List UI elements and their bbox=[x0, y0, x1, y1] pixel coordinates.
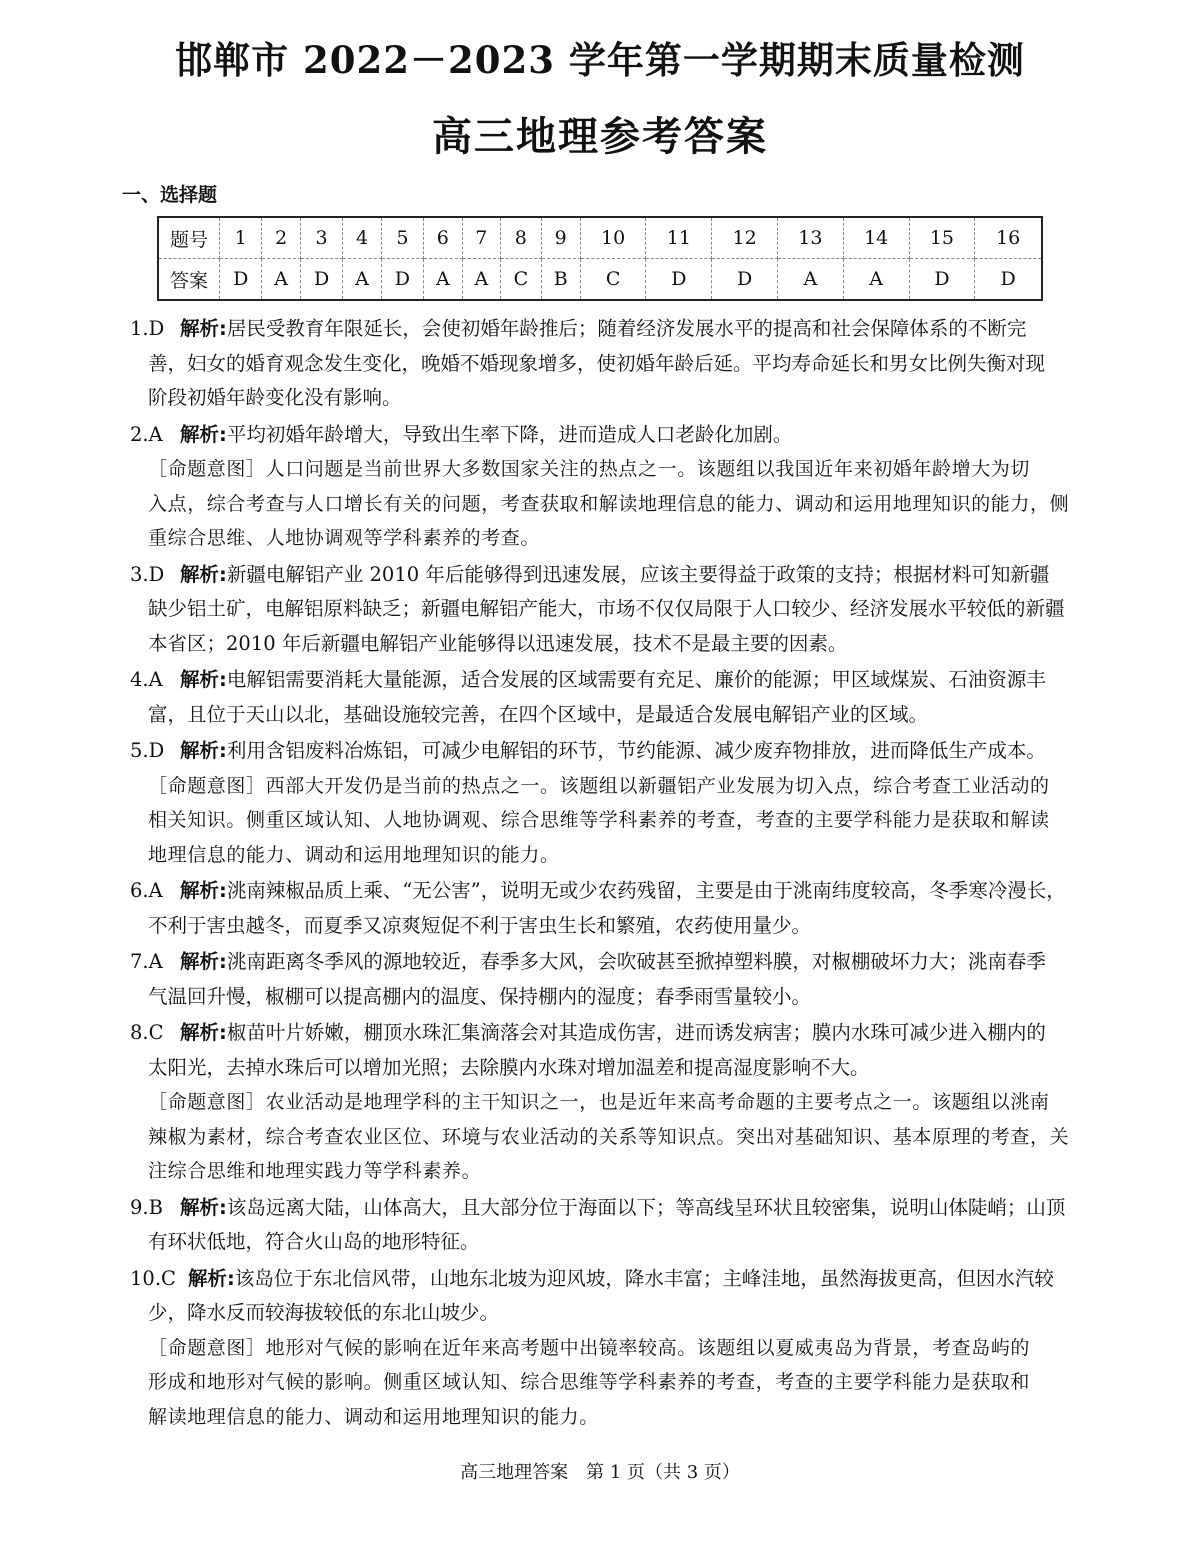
question-number: 2 bbox=[262, 217, 300, 259]
answer-cell: D bbox=[220, 259, 262, 301]
answer-table bbox=[157, 216, 1043, 301]
question-number: 15 bbox=[909, 217, 975, 259]
question-answer: 6.A bbox=[130, 879, 163, 902]
answer-line: 气温回升慢，椒棚可以提高棚内的温度、保持棚内的湿度；春季雨雪量较小。 bbox=[148, 984, 812, 1008]
analysis-label: 解析 bbox=[180, 562, 220, 586]
question-number: 10 bbox=[580, 217, 646, 259]
answer-line bbox=[130, 734, 1075, 769]
answer-cell: A bbox=[843, 259, 909, 301]
document-title: 邯郸市 2022－2023 学年第一学期期末质量检测 bbox=[175, 38, 1025, 82]
header-label: 题号 bbox=[158, 217, 220, 259]
question-answer: 10.C bbox=[130, 1266, 176, 1290]
question-answer: 8.C bbox=[130, 1021, 164, 1044]
analysis-label: 解析 bbox=[180, 739, 220, 762]
answer-line bbox=[130, 558, 1075, 593]
colon: : bbox=[219, 879, 227, 902]
analysis-label: 解析 bbox=[180, 668, 220, 691]
analysis-label: 解析 bbox=[180, 1021, 220, 1044]
answer-cell: D bbox=[646, 259, 712, 301]
answer-cell: A bbox=[778, 259, 844, 301]
answer-cell: B bbox=[541, 259, 580, 301]
intent-line bbox=[130, 452, 1075, 487]
colon: : bbox=[219, 668, 227, 691]
question-answer: 3.D bbox=[130, 562, 165, 586]
question-number: 7 bbox=[462, 217, 500, 259]
answer-line: 本省区；2010 年后新疆电解铝产业能够得以迅速发展，技术不是最主要的因素。 bbox=[148, 631, 848, 655]
question-answer: 5.D bbox=[130, 739, 165, 762]
colon: : bbox=[219, 739, 227, 762]
answer-line bbox=[130, 312, 1075, 347]
answer-item bbox=[130, 1191, 1075, 1260]
question-number: 11 bbox=[646, 217, 712, 259]
analysis-text: 新疆电解铝产业 2010 年后能够得到迅速发展，应该主要得益于政策的支持；根据材料可知新疆 bbox=[226, 562, 1050, 586]
answer-cell: D bbox=[975, 259, 1042, 301]
colon: : bbox=[219, 1021, 227, 1044]
answer-item bbox=[130, 418, 1075, 556]
colon: : bbox=[219, 950, 227, 973]
page-footer: 高三地理答案 第 1 页（共 3 页） bbox=[460, 1462, 740, 1483]
answer-cell: D bbox=[909, 259, 975, 301]
intent-line: 地理信息的能力、调动和运用地理知识的能力。 bbox=[148, 843, 560, 866]
answer-cell: D bbox=[300, 259, 342, 301]
answer-cell: D bbox=[381, 259, 423, 301]
question-number: 1 bbox=[220, 217, 262, 259]
answer-line bbox=[130, 1191, 1075, 1226]
answer-label: 答案 bbox=[158, 259, 220, 301]
analysis-text: 该岛位于东北信风带，山地东北坡为迎风坡，降水丰富；主峰洼地，虽然海拔更高，但因水汽较 bbox=[234, 1266, 1054, 1290]
answer-line: 太阳光，去掉水珠后可以增加光照；去除膜内水珠对增加温差和提高湿度影响不大。 bbox=[148, 1055, 870, 1079]
answer-cell: A bbox=[462, 259, 500, 301]
answer-line: 少，降水反而较海拔较低的东北山坡少。 bbox=[148, 1301, 500, 1324]
intent-line: 解读地理信息的能力、调动和运用地理知识的能力。 bbox=[148, 1405, 599, 1428]
answer-cell: C bbox=[580, 259, 646, 301]
intent-label: ［命题意图］ bbox=[148, 458, 266, 480]
analysis-label: 解析 bbox=[180, 879, 220, 902]
answer-cell: A bbox=[343, 259, 381, 301]
answer-line: 富，且位于天山以北，基础设施较完善，在四个区域中，是最适合发展电解铝产业的区域。 bbox=[148, 702, 929, 726]
answer-line bbox=[130, 874, 1075, 909]
question-number: 9 bbox=[541, 217, 580, 259]
question-number: 12 bbox=[712, 217, 778, 259]
question-number: 8 bbox=[501, 217, 542, 259]
analysis-label: 解析 bbox=[180, 1195, 220, 1219]
answer-item bbox=[130, 1016, 1075, 1189]
analysis-text: 洮南辣椒品质上乘、“无公害”，说明无或少农药残留，主要是由于洮南纬度较高，冬季寒冷漫长， bbox=[226, 879, 1066, 902]
intent-line bbox=[130, 769, 1075, 804]
question-number: 3 bbox=[300, 217, 342, 259]
analysis-label: 解析 bbox=[180, 317, 220, 340]
colon: : bbox=[227, 1266, 235, 1290]
intent-line: 重综合思维、人地协调观等学科素养的考查。 bbox=[148, 527, 541, 549]
answer-line: 阶段初婚年龄变化没有影响。 bbox=[148, 386, 402, 409]
intent-line: 形成和地形对气候的影响。侧重区域认知、综合思维等学科素养的考查，考查的主要学科能力是获取和 bbox=[148, 1371, 1031, 1393]
intent-line: 注综合思维和地理实践力等学科素养。 bbox=[148, 1160, 482, 1182]
question-number: 13 bbox=[778, 217, 844, 259]
intent-text: 地形对气候的影响在近年来高考题中出镜率较高。该题组以夏威夷岛为背景，考查岛屿的 bbox=[265, 1336, 1031, 1359]
intent-line: 入点，综合考查与人口增长有关的问题，考查获取和解读地理信息的能力、调动和运用地理知识的能力，侧 bbox=[148, 492, 1070, 515]
question-answer: 2.A bbox=[130, 422, 163, 446]
intent-line bbox=[130, 1085, 1075, 1120]
question-answer: 4.A bbox=[130, 668, 163, 691]
answer-line: 有环状低地，符合火山岛的地形特征。 bbox=[148, 1230, 480, 1253]
intent-label: ［命题意图］ bbox=[148, 774, 266, 797]
intent-line bbox=[130, 1331, 1075, 1366]
answer-cell: C bbox=[501, 259, 542, 301]
intent-line: 相关知识。侧重区域认知、人地协调观、综合思维等学科素养的考查，考查的主要学科能力是获取和解读 bbox=[148, 809, 1050, 831]
answer-line: 善，妇女的婚育观念发生变化，晚婚不婚现象增多，使初婚年龄后延。平均寿命延长和男女比例失衡对现 bbox=[148, 351, 1046, 375]
answer-item bbox=[130, 945, 1075, 1014]
analysis-text: 平均初婚年龄增大，导致出生率下降，进而造成人口老龄化加剧。 bbox=[226, 422, 793, 446]
analysis-text: 利用含铝废料冶炼铝，可减少电解铝的环节，节约能源、减少废弃物排放，进而降低生产成本。 bbox=[226, 739, 1046, 762]
analysis-label: 解析 bbox=[180, 422, 220, 446]
answer-item bbox=[130, 663, 1075, 732]
question-answer: 9.B bbox=[130, 1195, 163, 1219]
answer-line: 不利于害虫越冬，而夏季又凉爽短促不利于害虫生长和繁殖，农药使用量少。 bbox=[148, 913, 812, 937]
intent-label: ［命题意图］ bbox=[148, 1336, 266, 1359]
answer-item bbox=[130, 874, 1075, 943]
question-number: 14 bbox=[843, 217, 909, 259]
answer-item bbox=[130, 558, 1075, 662]
colon: : bbox=[219, 422, 227, 446]
intent-label: ［命题意图］ bbox=[148, 1091, 266, 1113]
answer-line bbox=[130, 945, 1075, 980]
question-number: 16 bbox=[975, 217, 1042, 259]
question-number: 4 bbox=[343, 217, 381, 259]
answer-cell: A bbox=[424, 259, 462, 301]
answer-cell: D bbox=[712, 259, 778, 301]
analysis-text: 该岛远离大陆，山体高大，且大部分位于海面以下；等高线呈环状且较密集，说明山体陡峭；山顶 bbox=[226, 1195, 1066, 1219]
answer-line bbox=[130, 1016, 1075, 1051]
answer-explanations bbox=[130, 312, 1075, 1436]
question-answer: 7.A bbox=[130, 950, 163, 973]
colon: : bbox=[219, 1195, 227, 1219]
section-heading: 一、选择题 bbox=[122, 184, 218, 206]
answer-item bbox=[130, 734, 1075, 872]
answer-line bbox=[130, 663, 1075, 698]
analysis-label: 解析 bbox=[188, 1266, 228, 1290]
answer-item bbox=[130, 1262, 1075, 1435]
analysis-label: 解析 bbox=[180, 950, 220, 973]
analysis-text: 椒苗叶片娇嫩，棚顶水珠汇集滴落会对其造成伤害，进而诱发病害；膜内水珠可减少进入棚内的 bbox=[226, 1021, 1046, 1044]
answer-line: 缺少铝土矿，电解铝原料缺乏；新疆电解铝产能大，市场不仅仅局限于人口较少、经济发展水平较低的新疆 bbox=[148, 597, 1065, 620]
answer-item bbox=[130, 312, 1075, 416]
answer-cell: A bbox=[262, 259, 300, 301]
analysis-text: 居民受教育年限延长，会使初婚年龄推后；随着经济发展水平的提高和社会保障体系的不断完 bbox=[226, 317, 1027, 340]
question-number: 5 bbox=[381, 217, 423, 259]
intent-text: 西部大开发仍是当前的热点之一。该题组以新疆铝产业发展为切入点，综合考查工业活动的 bbox=[265, 774, 1050, 797]
answer-line bbox=[130, 1262, 1075, 1297]
analysis-text: 洮南距离冬季风的源地较近，春季多大风，会吹破甚至掀掉塑料膜，对椒棚破坏力大；洮南春季 bbox=[226, 950, 1046, 973]
table-row-answers bbox=[158, 259, 1042, 301]
document-subtitle: 高三地理参考答案 bbox=[432, 113, 768, 160]
intent-text: 农业活动是地理学科的主干知识之一，也是近年来高考命题的主要考点之一。该题组以洮南 bbox=[265, 1091, 1050, 1113]
answer-line bbox=[130, 418, 1075, 453]
table-row-numbers bbox=[158, 217, 1042, 259]
intent-text: 人口问题是当前世界大多数国家关注的热点之一。该题组以我国近年来初婚年龄增大为切 bbox=[265, 458, 1031, 480]
colon: : bbox=[219, 317, 227, 340]
question-answer: 1.D bbox=[130, 317, 165, 340]
intent-line: 辣椒为素材，综合考查农业区位、环境与农业活动的关系等知识点。突出对基础知识、基本原理的考查，关 bbox=[148, 1125, 1070, 1148]
analysis-text: 电解铝需要消耗大量能源，适合发展的区域需要有充足、廉价的能源；甲区域煤炭、石油资源丰 bbox=[226, 668, 1046, 691]
colon: : bbox=[219, 562, 227, 586]
question-number: 6 bbox=[424, 217, 462, 259]
